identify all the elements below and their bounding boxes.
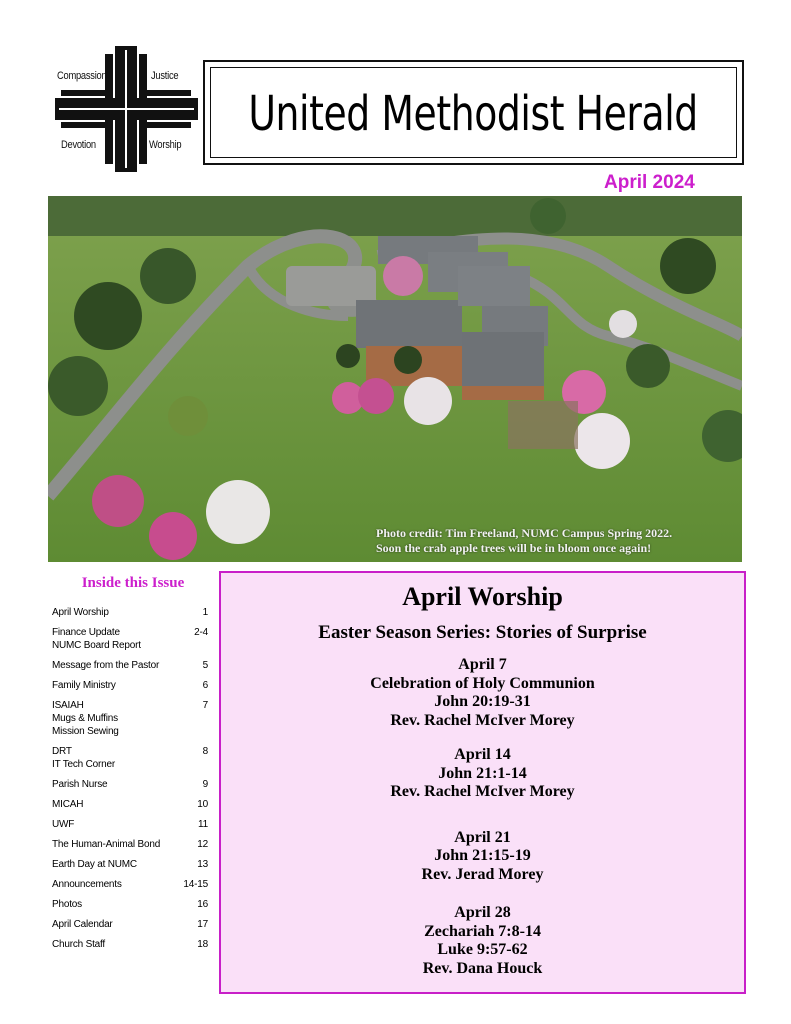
photo-credit: [376, 526, 746, 556]
toc-item-page: 13: [197, 859, 208, 870]
toc-item: [52, 778, 208, 791]
logo-word-worship: Worship: [149, 139, 182, 151]
toc-item: [52, 606, 208, 619]
toc-list: [52, 606, 208, 951]
toc-item: [52, 679, 208, 692]
toc-item-page: 6: [202, 680, 208, 691]
toc-item: [52, 745, 208, 771]
logo-word-justice: Justice: [151, 70, 179, 82]
toc-item-title: MICAH: [52, 799, 84, 810]
toc-item-title: Message from the Pastor: [52, 660, 160, 671]
toc-item-page: 18: [197, 939, 208, 950]
toc-item-title: Earth Day at NUMC: [52, 859, 137, 870]
services-list: [221, 656, 744, 978]
service-date: April 28: [454, 904, 511, 921]
toc-item: [52, 818, 208, 831]
toc-item: [52, 918, 208, 931]
toc-item-page: 9: [202, 779, 208, 790]
photo-caption-line: Soon the crab apple trees will be in bloom once again!: [376, 541, 652, 555]
toc-item-title: ISAIAH Mugs & Muffins Mission Sewing: [52, 700, 119, 737]
worship-series-title: Easter Season Series: Stories of Surprise: [318, 622, 647, 643]
toc-item-title: Church Staff: [52, 939, 106, 950]
toc-item-title: Finance Update NUMC Board Report: [52, 627, 141, 651]
toc-item: [52, 858, 208, 871]
service-date: April 14: [454, 746, 511, 763]
cross-emblem-icon: [55, 46, 198, 172]
service-block: [221, 904, 744, 978]
toc-item-title: Announcements: [52, 879, 122, 890]
issue-date: April 2024: [604, 172, 695, 193]
worship-title: April Worship: [402, 582, 563, 611]
toc-item: [52, 938, 208, 951]
toc-item-page: 11: [198, 819, 208, 830]
logo-word-devotion: Devotion: [61, 139, 96, 151]
service-detail: John 21:15-19: [434, 847, 531, 864]
campus-aerial-photo: [48, 196, 742, 562]
service-detail: Rev. Dana Houck: [422, 959, 543, 977]
toc-item: [52, 626, 208, 652]
toc-item: [52, 878, 208, 891]
service-date: April 21: [454, 828, 511, 846]
service-detail: Celebration of Holy Communion: [370, 674, 595, 692]
toc-item-page: 14-15: [183, 879, 208, 890]
toc-item-page: 1: [202, 607, 208, 618]
photo-credit-line: Photo credit: Tim Freeland, NUMC Campus Spring 2022.: [376, 526, 673, 540]
service-detail: John 20:19-31: [434, 693, 531, 710]
masthead: [203, 60, 744, 165]
toc-item: [52, 898, 208, 911]
toc-item-page: 17: [197, 919, 208, 930]
service-block: [221, 746, 744, 802]
toc-item-page: 12: [197, 839, 208, 850]
toc-item: [52, 798, 208, 811]
toc-item-title: The Human-Animal Bond: [52, 839, 161, 850]
service-detail: Rev. Rachel McIver Morey: [390, 711, 575, 729]
toc-item-title: DRT IT Tech Corner: [52, 746, 115, 770]
service-block: [221, 829, 744, 885]
toc-item-page: 8: [202, 746, 208, 757]
church-logo: [55, 46, 198, 172]
toc-heading: Inside this Issue: [81, 575, 185, 591]
service-block: [221, 656, 744, 730]
service-date: April 7: [458, 656, 507, 673]
toc-item: [52, 838, 208, 851]
worship-schedule-box: [219, 571, 746, 994]
service-detail: Rev. Rachel McIver Morey: [390, 783, 575, 800]
toc-item-title: April Calendar: [52, 919, 113, 930]
toc-item-title: Photos: [52, 899, 82, 910]
toc-item-title: April Worship: [52, 607, 109, 618]
newsletter-title: United Methodist Herald: [248, 84, 699, 141]
toc-item-page: 10: [197, 799, 208, 810]
toc-item-title: UWF: [52, 819, 75, 830]
toc-item-page: 7: [202, 700, 208, 711]
toc-item-page: 5: [202, 660, 208, 671]
toc-item: [52, 659, 208, 672]
toc-item-page: 2-4: [194, 627, 208, 638]
logo-word-compassion: Compassion: [57, 70, 107, 82]
toc-item-page: 16: [197, 899, 208, 910]
masthead-frame: [210, 67, 737, 158]
service-detail: Luke 9:57-62: [437, 941, 528, 958]
toc-item-title: Parish Nurse: [52, 779, 108, 790]
toc-item-title: Family Ministry: [52, 680, 116, 691]
service-detail: John 21:1-14: [438, 764, 527, 782]
service-detail: Rev. Jerad Morey: [421, 865, 544, 883]
toc-item: [52, 699, 208, 738]
service-detail: Zechariah 7:8-14: [424, 922, 541, 940]
